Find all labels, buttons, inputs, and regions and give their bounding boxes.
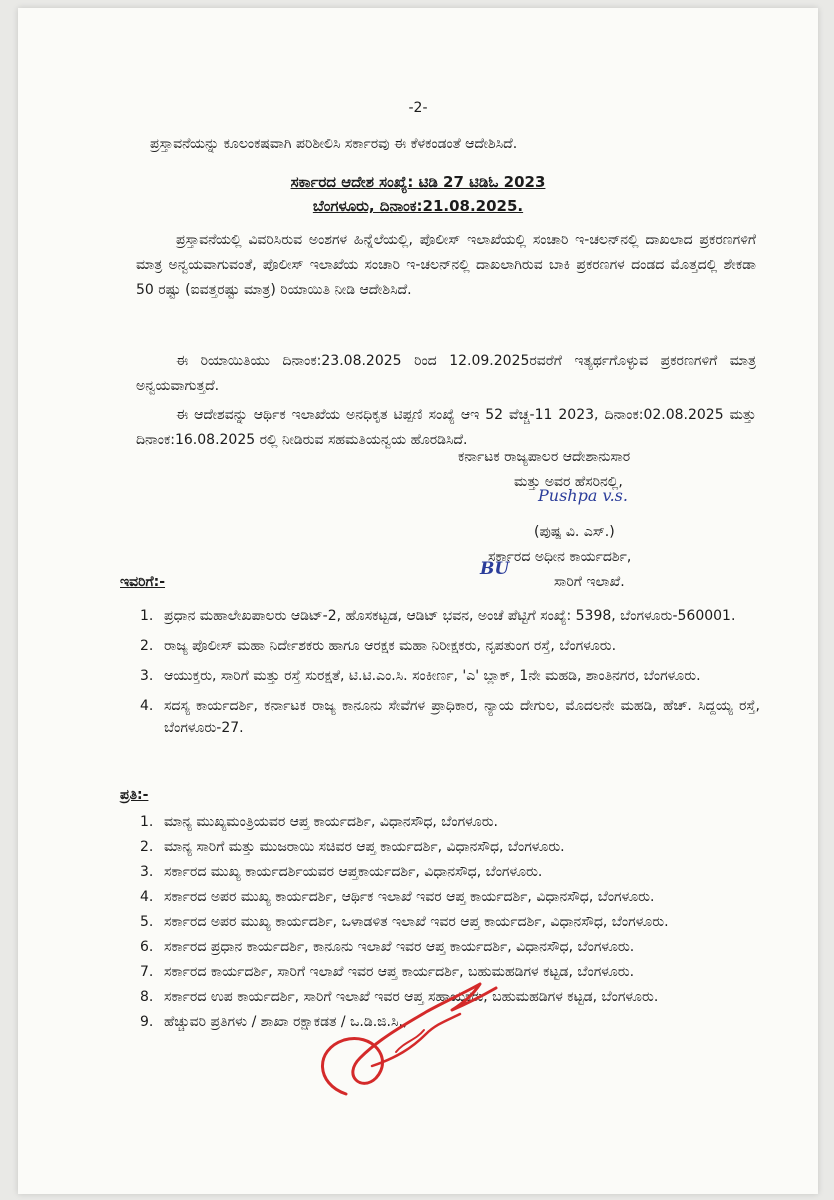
handwritten-initials: BU — [480, 559, 510, 579]
list-item — [120, 861, 760, 883]
list-item — [120, 886, 760, 908]
signatory-department: ಸಾರಿಗೆ ಇಲಾಖೆ. — [554, 574, 625, 590]
intro-line: ಪ್ರಸ್ತಾವನೆಯನ್ನು ಕೂಲಂಕಷವಾಗಿ ಪರಿಶೀಲಿಸಿ ಸರ್ಕಾರವು ಈ ಕೆಳಕಂಡಂತೆ ಆದೇಶಿಸಿದೆ. — [150, 136, 518, 152]
recipients-list — [120, 605, 760, 747]
item-number: 5. — [140, 914, 154, 930]
item-number: 2. — [140, 839, 154, 855]
item-text: ಸರ್ಕಾರದ ಕಾರ್ಯದರ್ಶಿ, ಸಾರಿಗೆ ಇಲಾಖೆ ಇವರ ಆಪ್ತ ಕಾರ್ಯದರ್ಶಿ, ಬಹುಮಹಡಿಗಳ ಕಟ್ಟಡ, ಬೆಂಗಳೂರು. — [164, 964, 635, 980]
list-item — [120, 936, 760, 958]
item-number: 2. — [140, 638, 154, 654]
item-text: ಸರ್ಕಾರದ ಮುಖ್ಯ ಕಾರ್ಯದರ್ಶಿಯವರ ಆಪ್ತಕಾರ್ಯದರ್ಶಿ, ವಿಧಾನಸೌಧ, ಬೆಂಗಳೂರು. — [164, 864, 543, 880]
list-item — [120, 695, 760, 739]
page-number: -2- — [408, 100, 428, 116]
recipients-heading: ಇವರಿಗೆ:- — [120, 574, 166, 590]
item-number: 6. — [140, 939, 154, 955]
list-item — [120, 665, 760, 687]
item-number: 1. — [140, 814, 154, 830]
list-item — [120, 1011, 760, 1033]
order-place-date: ಬೆಂಗಳೂರು, ದಿನಾಂಕ:21.08.2025. — [312, 197, 524, 215]
item-text: ಮಾನ್ಯ ಸಾರಿಗೆ ಮತ್ತು ಮುಜರಾಯಿ ಸಚಿವರ ಆಪ್ತ ಕಾರ್ಯದರ್ಶಿ, ವಿಧಾನಸೌಧ, ಬೆಂಗಳೂರು. — [164, 839, 565, 855]
list-item — [120, 961, 760, 983]
item-text: ಸರ್ಕಾರದ ಪ್ರಧಾನ ಕಾರ್ಯದರ್ಶಿ, ಕಾನೂನು ಇಲಾಖೆ ಇವರ ಆಪ್ತ ಕಾರ್ಯದರ್ಶಿ, ವಿಧಾನಸೌಧ, ಬೆಂಗಳೂರು. — [164, 939, 635, 955]
item-number: 4. — [140, 698, 154, 714]
copies-list — [120, 811, 760, 1036]
order-paragraph-1: ಪ್ರಸ್ತಾವನೆಯಲ್ಲಿ ವಿವರಿಸಿರುವ ಅಂಶಗಳ ಹಿನ್ನೆಲೆಯಲ್ಲಿ, ಪೊಲೀಸ್ ಇಲಾಖೆಯಲ್ಲಿ ಸಂಚಾರಿ ಇ-ಚಲನ್‌ನಲ್ಲಿ ದಾಖಲಾದ ಪ್ರಕರಣಗಳಿಗೆ ಮಾತ್ರ ಅನ್ವಯವಾಗುವಂತೆ, ಪೊಲೀಸ್ ಇಲಾಖೆಯ ಸಂಚಾರಿ ಇ-ಚಲನ್‌ನಲ್ಲಿ ದಾಖಲಾಗಿರುವ ಬಾಕಿ ಪ್ರಕರಣಗಳ ದಂಡದ ಮೊತ್ತದಲ್ಲಿ ಶೇಕಡಾ 50 ರಷ್ಟು (ಐವತ್ತರಷ್ಟು ಮಾತ್ರ) ರಿಯಾಯಿತಿ ನೀಡಿ ಆದೇಶಿಸಿದೆ. — [136, 232, 756, 298]
list-item — [120, 911, 760, 933]
signatory-designation: ಸರ್ಕಾರದ ಅಧೀನ ಕಾರ್ಯದರ್ಶಿ, — [488, 549, 632, 565]
item-number: 3. — [140, 668, 154, 684]
document-page — [18, 8, 818, 1194]
item-text: ಸರ್ಕಾರದ ಅಪರ ಮುಖ್ಯ ಕಾರ್ಯದರ್ಶಿ, ಆರ್ಥಿಕ ಇಲಾಖೆ ಇವರ ಆಪ್ತ ಕಾರ್ಯದರ್ಶಿ, ವಿಧಾನಸೌಧ, ಬೆಂಗಳೂರು. — [164, 889, 655, 905]
order-heading — [18, 170, 818, 218]
order-paragraph-2: ಈ ರಿಯಾಯಿತಿಯು ದಿನಾಂಕ:23.08.2025 ರಿಂದ 12.09.2025ರವರೆಗೆ ಇತ್ಯರ್ಥಗೊಳ್ಳುವ ಪ್ರಕರಣಗಳಿಗೆ ಮಾತ್ರ ಅನ್ವಯವಾಗುತ್ತದೆ. — [136, 353, 756, 394]
signature-line-2: ಮತ್ತು ಅವರ ಹೆಸರಿನಲ್ಲಿ, — [514, 474, 623, 490]
item-number: 8. — [140, 989, 154, 1005]
item-text: ಸರ್ಕಾರದ ಉಪ ಕಾರ್ಯದರ್ಶಿ, ಸಾರಿಗೆ ಇಲಾಖೆ ಇವರ ಆಪ್ತ ಸಹಾಯಕರು, ಬಹುಮಹಡಿಗಳ ಕಟ್ಟಡ, ಬೆಂಗಳೂರು. — [164, 989, 659, 1005]
order-paragraph-3: ಈ ಆದೇಶವನ್ನು ಆರ್ಥಿಕ ಇಲಾಖೆಯ ಅನಧಿಕೃತ ಟಿಪ್ಪಣಿ ಸಂಖ್ಯೆ ಆಇ 52 ವೆಚ್ಚ-11 2023, ದಿನಾಂಕ:02.08.2025 ಮತ್ತು ದಿನಾಂಕ:16.08.2025 ರಲ್ಲಿ ನೀಡಿರುವ ಸಹಮತಿಯನ್ವಯ ಹೊರಡಿಸಿದೆ. — [136, 407, 756, 448]
item-text: ರಾಜ್ಯ ಪೊಲೀಸ್ ಮಹಾ ನಿರ್ದೇಶಕರು ಹಾಗೂ ಆರಕ್ಷಕ ಮಹಾ ನಿರೀಕ್ಷಕರು, ನೃಪತುಂಗ ರಸ್ತೆ, ಬೆಂಗಳೂರು. — [164, 638, 617, 654]
item-text: ಆಯುಕ್ತರು, ಸಾರಿಗೆ ಮತ್ತು ರಸ್ತೆ ಸುರಕ್ಷತೆ, ಟಿ.ಟಿ.ಎಂ.ಸಿ. ಸಂಕೀರ್ಣ, 'ಎ' ಬ್ಲಾಕ್, 1ನೇ ಮಹಡಿ, ಶಾಂತಿನಗರ, ಬೆಂಗಳೂರು. — [164, 668, 701, 684]
order-number: ಸರ್ಕಾರದ ಆದೇಶ ಸಂಖ್ಯೆ: ಟಿಡಿ 27 ಟಿಡಿಓ 2023 — [290, 173, 546, 191]
item-number: 7. — [140, 964, 154, 980]
list-item — [120, 635, 760, 657]
item-text: ಸರ್ಕಾರದ ಅಪರ ಮುಖ್ಯ ಕಾರ್ಯದರ್ಶಿ, ಒಳಾಡಳಿತ ಇಲಾಖೆ ಇವರ ಆಪ್ತ ಕಾರ್ಯದರ್ಶಿ, ವಿಧಾನಸೌಧ, ಬೆಂಗಳೂರು. — [164, 914, 669, 930]
list-item — [120, 811, 760, 833]
item-text: ಸದಸ್ಯ ಕಾರ್ಯದರ್ಶಿ, ಕರ್ನಾಟಕ ರಾಜ್ಯ ಕಾನೂನು ಸೇವೆಗಳ ಪ್ರಾಧಿಕಾರ, ನ್ಯಾಯ ದೇಗುಲ, ಮೊದಲನೇ ಮಹಡಿ, ಹೆಚ್. ಸಿದ್ದಯ್ಯ ರಸ್ತೆ, ಬೆಂಗಳೂರು-27. — [164, 698, 760, 736]
item-text: ಪ್ರಧಾನ ಮಹಾಲೇಖಪಾಲರು ಆಡಿಟ್-2, ಹೊಸಕಟ್ಟಡ, ಆಡಿಟ್ ಭವನ, ಅಂಚೆ ಪೆಟ್ಟಿಗೆ ಸಂಖ್ಯೆ: 5398, ಬೆಂಗಳೂರು-560001. — [164, 608, 736, 624]
signature-line-1: ಕರ್ನಾಟಕ ರಾಜ್ಯಪಾಲರ ಆದೇಶಾನುಸಾರ — [458, 449, 631, 465]
list-item — [120, 836, 760, 858]
list-item — [120, 605, 760, 627]
item-number: 3. — [140, 864, 154, 880]
item-number: 4. — [140, 889, 154, 905]
handwritten-signature: Pushpa v.s. — [538, 486, 628, 505]
copies-heading: ಪ್ರತಿ:- — [120, 787, 149, 803]
signatory-name: (ಪುಷ್ಪ ವಿ. ಎಸ್.) — [534, 524, 615, 540]
item-text: ಹೆಚ್ಚುವರಿ ಪ್ರತಿಗಳು / ಶಾಖಾ ರಕ್ಷಾಕಡತ / ಒ.ಡಿ.ಜಿ.ಸಿ., — [164, 1014, 408, 1030]
item-text: ಮಾನ್ಯ ಮುಖ್ಯಮಂತ್ರಿಯವರ ಆಪ್ತ ಕಾರ್ಯದರ್ಶಿ, ವಿಧಾನಸೌಧ, ಬೆಂಗಳೂರು. — [164, 814, 499, 830]
list-item — [120, 986, 760, 1008]
item-number: 1. — [140, 608, 154, 624]
item-number: 9. — [140, 1014, 154, 1030]
